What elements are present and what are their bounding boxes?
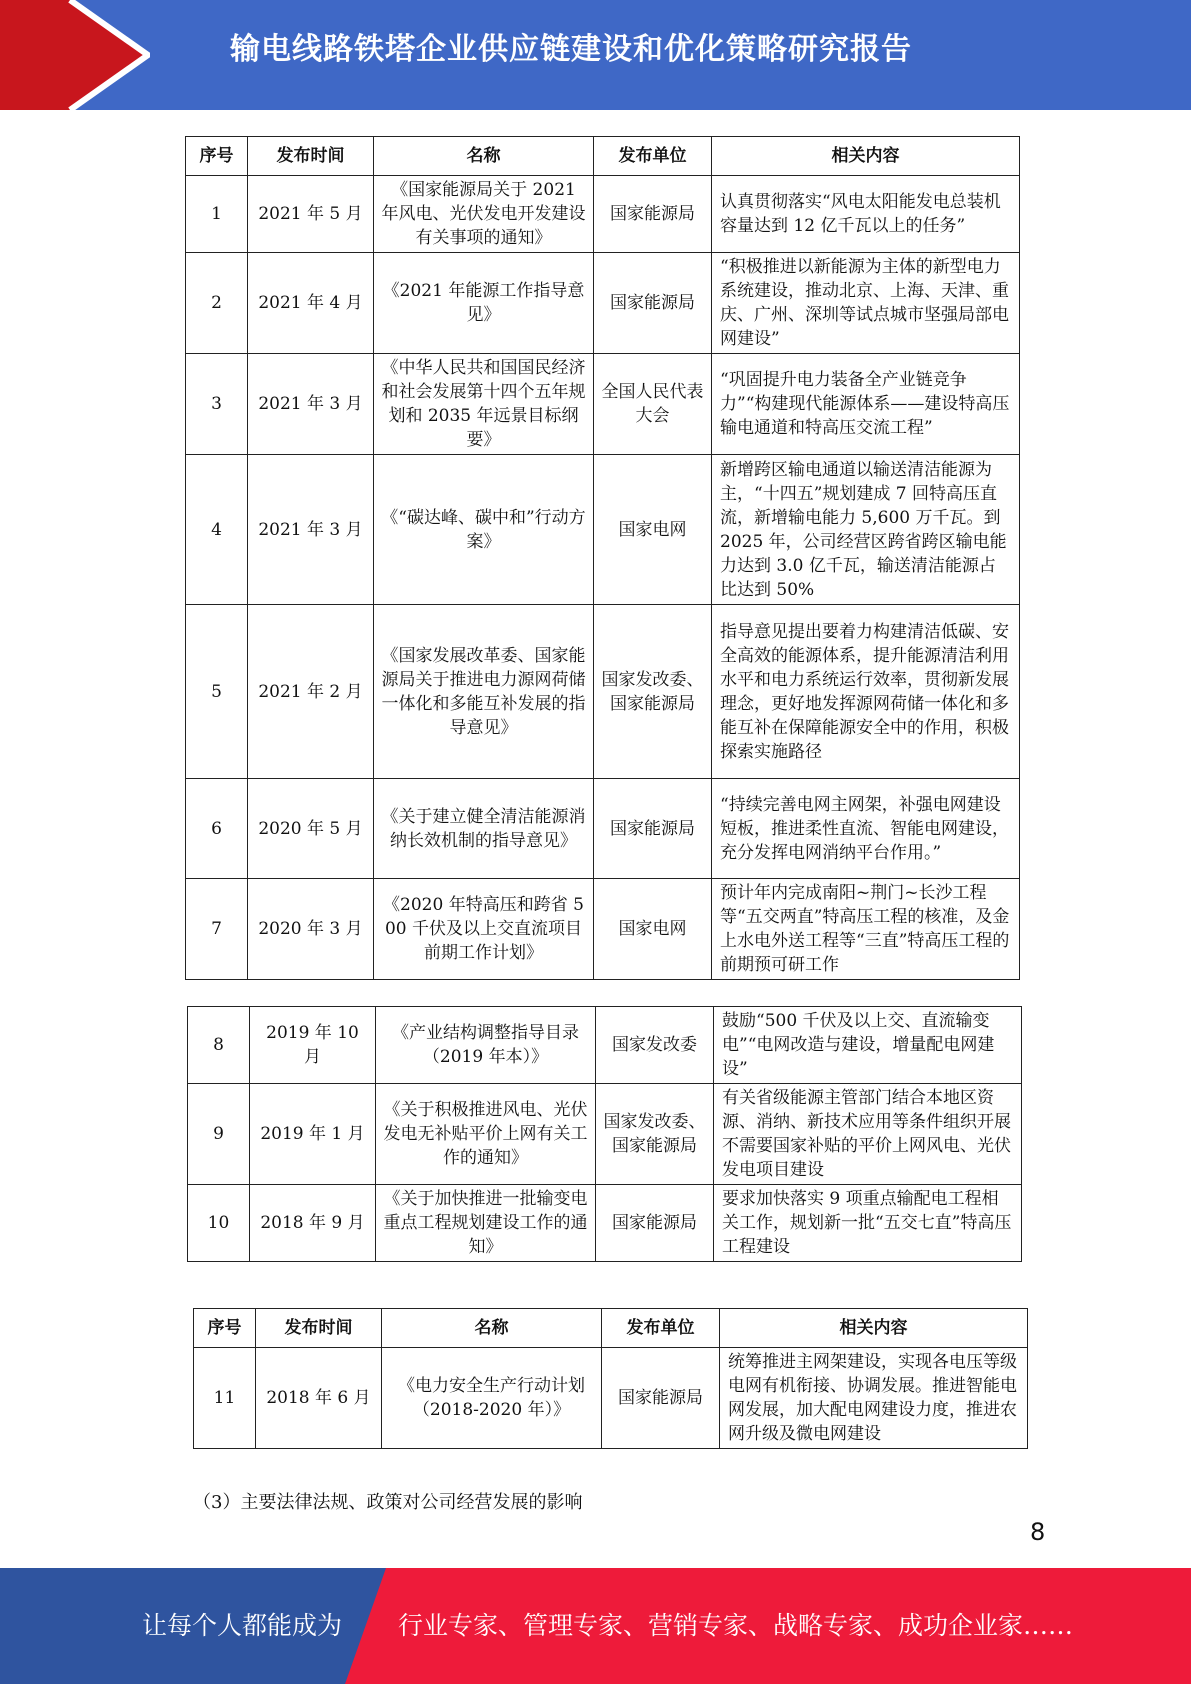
table-header-row	[194, 1309, 1028, 1348]
cell-date: 2021 年 2 月	[248, 605, 374, 779]
cell-name: 《2021 年能源工作指导意见》	[374, 253, 594, 354]
cell-content: “积极推进以新能源为主体的新型电力系统建设，推动北京、上海、天津、重庆、广州、深圳等试点城市坚强局部电网建设”	[712, 253, 1020, 354]
footer-slogan-left: 让每个人都能成为	[142, 1611, 343, 1640]
cell-no: 8	[188, 1007, 250, 1084]
cell-no: 10	[188, 1185, 250, 1262]
table-row	[186, 253, 1020, 354]
cell-content: 认真贯彻落实“风电太阳能发电总装机容量达到 12 亿千瓦以上的任务”	[712, 176, 1020, 253]
table-row	[188, 1185, 1022, 1262]
cell-date: 2021 年 5 月	[248, 176, 374, 253]
cell-issuer: 国家电网	[594, 455, 712, 605]
cell-issuer: 国家能源局	[594, 253, 712, 354]
cell-issuer: 国家能源局	[596, 1185, 714, 1262]
cell-date: 2021 年 3 月	[248, 354, 374, 455]
cell-content: “巩固提升电力装备全产业链竞争力”“构建现代能源体系——建设特高压输电通道和特高压交流工程”	[712, 354, 1020, 455]
cell-no: 4	[186, 455, 248, 605]
footer-slogan-right: 行业专家、管理专家、营销专家、战略专家、成功企业家……	[398, 1611, 1074, 1640]
cell-issuer: 国家发改委、国家能源局	[596, 1084, 714, 1185]
cell-name: 《产业结构调整指导目录（2019 年本）》	[376, 1007, 596, 1084]
cell-name: 《关于建立健全清洁能源消纳长效机制的指导意见》	[374, 779, 594, 879]
cell-date: 2019 年 10 月	[250, 1007, 376, 1084]
table-row	[188, 1007, 1022, 1084]
header-issuer: 发布单位	[602, 1309, 720, 1348]
header-content: 相关内容	[720, 1309, 1028, 1348]
cell-content: 新增跨区输电通道以输送清洁能源为主，“十四五”规划建成 7 回特高压直流，新增输电能力 5,600 万千瓦。到 2025 年，公司经营区跨省跨区输电能力达到 3.0 亿千瓦，输送清洁能源占比达到 50%	[712, 455, 1020, 605]
cell-no: 2	[186, 253, 248, 354]
cell-issuer: 全国人民代表大会	[594, 354, 712, 455]
cell-no: 5	[186, 605, 248, 779]
header-red-chevron	[0, 0, 150, 110]
header-date: 发布时间	[248, 137, 374, 176]
table-row	[188, 1084, 1022, 1185]
header-content: 相关内容	[712, 137, 1020, 176]
cell-content: 有关省级能源主管部门结合本地区资源、消纳、新技术应用等条件组织开展不需要国家补贴的平价上网风电、光伏发电项目建设	[714, 1084, 1022, 1185]
cell-date: 2018 年 6 月	[256, 1348, 382, 1449]
cell-content: 鼓励“500 千伏及以上交、直流输变电”“电网改造与建设，增量配电网建设”	[714, 1007, 1022, 1084]
cell-name: 《国家能源局关于 2021 年风电、光伏发电开发建设有关事项的通知》	[374, 176, 594, 253]
cell-no: 3	[186, 354, 248, 455]
cell-no: 11	[194, 1348, 256, 1449]
table-row	[186, 176, 1020, 253]
cell-name: 《关于加快推进一批输变电重点工程规划建设工作的通知》	[376, 1185, 596, 1262]
cell-date: 2021 年 3 月	[248, 455, 374, 605]
table-body-part1	[186, 176, 1020, 980]
header-title: 输电线路铁塔企业供应链建设和优化策略研究报告	[230, 32, 912, 67]
cell-date: 2020 年 5 月	[248, 779, 374, 879]
table-row	[186, 879, 1020, 980]
cell-date: 2021 年 4 月	[248, 253, 374, 354]
policy-table-part1	[185, 136, 1020, 980]
cell-name: 《电力安全生产行动计划（2018-2020 年）》	[382, 1348, 602, 1449]
cell-date: 2018 年 9 月	[250, 1185, 376, 1262]
policy-table-part2	[187, 1006, 1022, 1262]
table-row	[186, 455, 1020, 605]
table-row	[186, 605, 1020, 779]
cell-name: 《国家发展改革委、国家能源局关于推进电力源网荷储一体化和多能互补发展的指导意见》	[374, 605, 594, 779]
table-row	[186, 779, 1020, 879]
header-no: 序号	[194, 1309, 256, 1348]
header-no: 序号	[186, 137, 248, 176]
table-body-part2	[188, 1007, 1022, 1262]
table-header-row	[186, 137, 1020, 176]
cell-content: 指导意见提出要着力构建清洁低碳、安全高效的能源体系，提升能源清洁利用水平和电力系统运行效率，贯彻新发展理念，更好地发挥源网荷储一体化和多能互补在保障能源安全中的作用，积极探索实施路径	[712, 605, 1020, 779]
cell-name: 《关于积极推进风电、光伏发电无补贴平价上网有关工作的通知》	[376, 1084, 596, 1185]
cell-content: 要求加快落实 9 项重点输配电工程相关工作，规划新一批“五交七直”特高压工程建设	[714, 1185, 1022, 1262]
cell-content: 预计年内完成南阳~荆门~长沙工程等“五交两直”特高压工程的核准，及金上水电外送工程等“三直”特高压工程的前期预可研工作	[712, 879, 1020, 980]
header-name: 名称	[382, 1309, 602, 1348]
cell-content: “持续完善电网主网架，补强电网建设短板，推进柔性直流、智能电网建设，充分发挥电网消纳平台作用。”	[712, 779, 1020, 879]
cell-name: 《中华人民共和国国民经济和社会发展第十四个五年规划和 2035 年远景目标纲要》	[374, 354, 594, 455]
table-body-part3	[194, 1348, 1028, 1449]
cell-issuer: 国家发改委、国家能源局	[594, 605, 712, 779]
cell-issuer: 国家发改委	[596, 1007, 714, 1084]
cell-no: 9	[188, 1084, 250, 1185]
header-name: 名称	[374, 137, 594, 176]
section-note: （3）主要法律法规、政策对公司经营发展的影响	[193, 1492, 583, 1513]
page-header	[0, 0, 1191, 110]
policy-table-part3	[193, 1308, 1028, 1449]
table-row	[186, 354, 1020, 455]
cell-name: 《“碳达峰、碳中和”行动方案》	[374, 455, 594, 605]
cell-issuer: 国家能源局	[594, 176, 712, 253]
cell-issuer: 国家能源局	[594, 779, 712, 879]
cell-name: 《2020 年特高压和跨省 500 千伏及以上交直流项目前期工作计划》	[374, 879, 594, 980]
cell-issuer: 国家能源局	[602, 1348, 720, 1449]
page-footer	[0, 1568, 1191, 1684]
cell-no: 6	[186, 779, 248, 879]
table-row	[194, 1348, 1028, 1449]
header-issuer: 发布单位	[594, 137, 712, 176]
cell-no: 1	[186, 176, 248, 253]
cell-no: 7	[186, 879, 248, 980]
page-number: 8	[1030, 1518, 1046, 1546]
cell-date: 2020 年 3 月	[248, 879, 374, 980]
cell-content: 统筹推进主网架建设，实现各电压等级电网有机衔接、协调发展。推进智能电网发展，加大配电网建设力度，推进农网升级及微电网建设	[720, 1348, 1028, 1449]
header-date: 发布时间	[256, 1309, 382, 1348]
cell-date: 2019 年 1 月	[250, 1084, 376, 1185]
cell-issuer: 国家电网	[594, 879, 712, 980]
